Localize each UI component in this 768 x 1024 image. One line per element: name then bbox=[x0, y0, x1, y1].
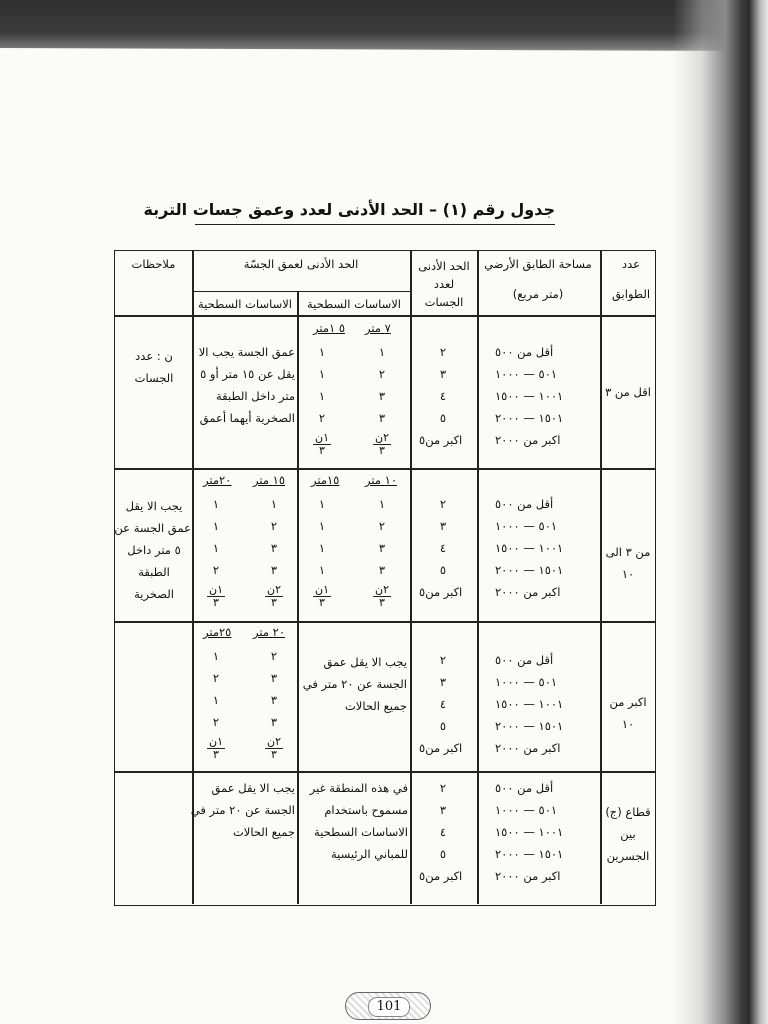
depth-note: عمق الجسة يجب الا يقل عن ١٥ متر أو ٥ متر داخل الطبقة الصخرية أيهما أعمق bbox=[198, 345, 295, 425]
depth-cell: ٢ bbox=[378, 367, 386, 381]
book-spine-shadow bbox=[673, 0, 768, 1024]
depth-cell: ١ bbox=[318, 541, 326, 555]
count-cell: اكبر من٥ bbox=[419, 585, 463, 599]
depth-cell: ١ bbox=[212, 693, 220, 707]
depth-cell: ٣ bbox=[378, 411, 386, 425]
depth-cell: ٣ bbox=[270, 715, 278, 729]
header-shallow-foundations-2: الاساسات السطحية bbox=[198, 297, 292, 311]
area-cell: اكبر من ٢٠٠٠ bbox=[495, 433, 561, 447]
area-cell: اكبر من ٢٠٠٠ bbox=[495, 585, 561, 599]
depth-note: يجب الا يقل عمق الجسة عن ٢٠ متر في جميع الحالات bbox=[302, 655, 407, 713]
depth-cell: ٣ bbox=[378, 563, 386, 577]
col-divider-shallow bbox=[297, 291, 299, 904]
floors-group-4: قطاع (ج) بين الجسرين bbox=[605, 805, 651, 863]
depth-cell: ٢ bbox=[212, 563, 220, 577]
header-area: مساحة الطابق الأرضي (متر مربع) bbox=[484, 257, 592, 301]
count-cell: اكبر من٥ bbox=[419, 869, 463, 883]
area-cell: ٥٠١ — ١٠٠٠ bbox=[495, 803, 558, 817]
area-cell: ١٥٠١ — ٢٠٠٠ bbox=[495, 719, 564, 733]
col-divider-depth bbox=[410, 251, 412, 904]
depth-cell: ١ bbox=[318, 563, 326, 577]
header-bottom-line bbox=[115, 315, 655, 317]
header-min-depth: الحد الأدنى لعمق الجسّة bbox=[243, 257, 359, 271]
count-cell: اكبر من٥ bbox=[419, 433, 463, 447]
depth-cell: ٣ bbox=[378, 541, 386, 555]
count-cell: ٣ bbox=[439, 519, 447, 533]
depth-header: ٧ متر bbox=[365, 321, 391, 335]
depth-cell: ١ bbox=[318, 497, 326, 511]
area-cell: اكبر من ٢٠٠٠ bbox=[495, 869, 561, 883]
count-cell: ٥ bbox=[439, 847, 447, 861]
depth-cell: ١ bbox=[318, 367, 326, 381]
count-cell: ٥ bbox=[439, 719, 447, 733]
depth-header: ٢٥متر bbox=[203, 625, 232, 639]
count-cell: ٢ bbox=[439, 781, 447, 795]
count-cell: ٤ bbox=[439, 389, 447, 403]
depth-header: ١٠ متر bbox=[365, 473, 397, 487]
depth-cell: ٢ bbox=[270, 519, 278, 533]
fraction: ٢ن ٣ bbox=[375, 431, 389, 457]
area-cell: ٥٠١ — ١٠٠٠ bbox=[495, 519, 558, 533]
depth-cell: ١ bbox=[378, 345, 386, 359]
depth-cell: ١ bbox=[378, 497, 386, 511]
count-cell: ٥ bbox=[439, 563, 447, 577]
fraction: ١ن ٣ bbox=[315, 583, 329, 609]
depth-cell: ٢ bbox=[212, 715, 220, 729]
depth-cell: ١ bbox=[318, 345, 326, 359]
depth-header: ٢٠متر bbox=[203, 473, 232, 487]
count-cell: ٥ bbox=[439, 411, 447, 425]
depth-header: ١٥متر bbox=[311, 473, 340, 487]
depth-cell: ١ bbox=[212, 497, 220, 511]
depth-cell: ٢ bbox=[212, 671, 220, 685]
area-cell: ٥٠١ — ١٠٠٠ bbox=[495, 675, 558, 689]
depth-cell: ١ bbox=[212, 649, 220, 663]
depth-cell: ٣ bbox=[270, 563, 278, 577]
fraction: ٢ن ٣ bbox=[375, 583, 389, 609]
count-cell: ٣ bbox=[439, 675, 447, 689]
depth-header: ٥ ١متر bbox=[313, 321, 346, 335]
header-floors: عدد الطوابق bbox=[611, 257, 651, 301]
fraction: ١ن ٣ bbox=[209, 583, 223, 609]
count-cell: ٣ bbox=[439, 367, 447, 381]
depth-cell: ٣ bbox=[270, 671, 278, 685]
count-cell: ٣ bbox=[439, 803, 447, 817]
subheader-line bbox=[192, 291, 410, 292]
area-cell: ١٠٠١ — ١٥٠٠ bbox=[495, 825, 564, 839]
area-cell: ١٥٠١ — ٢٠٠٠ bbox=[495, 411, 564, 425]
fraction: ٢ن ٣ bbox=[267, 583, 281, 609]
depth-cell: ١ bbox=[318, 519, 326, 533]
soil-boring-table bbox=[114, 250, 656, 906]
area-cell: ١٠٠١ — ١٥٠٠ bbox=[495, 541, 564, 555]
count-cell: ٢ bbox=[439, 497, 447, 511]
fraction: ١ن ٣ bbox=[315, 431, 329, 457]
depth-note-shallow-not-allowed: في هذه المنطقة غير مسموح باستخدام الاساسات السطحية للمباني الرئيسية bbox=[309, 781, 408, 861]
depth-header: ١٥ متر bbox=[253, 473, 285, 487]
count-cell: اكبر من٥ bbox=[419, 741, 463, 755]
depth-cell: ١ bbox=[318, 389, 326, 403]
table-title: جدول رقم (١) – الحد الأدنى لعدد وعمق جسات التربة bbox=[195, 198, 555, 225]
depth-cell: ٢ bbox=[318, 411, 326, 425]
area-cell: أقل من ٥٠٠ bbox=[495, 497, 554, 511]
depth-cell: ٣ bbox=[378, 389, 386, 403]
note-rock-depth: يجب الا يقل عمق الجسة عن ٥ متر داخل الطبقة الصخرية bbox=[114, 499, 191, 601]
count-cell: ٤ bbox=[439, 825, 447, 839]
area-cell: أقل من ٥٠٠ bbox=[495, 345, 554, 359]
floors-group-2: من ٣ الى ١٠ bbox=[605, 545, 651, 581]
area-cell: ١٥٠١ — ٢٠٠٠ bbox=[495, 847, 564, 861]
header-min-count: الحد الأدنى لعدد الجسات bbox=[418, 259, 470, 309]
area-cell: اكبر من ٢٠٠٠ bbox=[495, 741, 561, 755]
header-shallow-foundations-1: الاساسات السطحية bbox=[307, 297, 401, 311]
group-divider-3 bbox=[115, 771, 655, 773]
area-cell: ١٥٠١ — ٢٠٠٠ bbox=[495, 563, 564, 577]
depth-cell: ٣ bbox=[270, 541, 278, 555]
floors-group-1: اقل من ٣ bbox=[605, 385, 651, 399]
count-cell: ٤ bbox=[439, 697, 447, 711]
area-cell: أقل من ٥٠٠ bbox=[495, 781, 554, 795]
col-divider-count bbox=[477, 251, 479, 904]
header-notes: ملاحظات bbox=[131, 257, 176, 271]
fraction: ١ن ٣ bbox=[209, 735, 223, 761]
depth-cell: ١ bbox=[270, 497, 278, 511]
group-divider-2 bbox=[115, 621, 655, 623]
depth-note: يجب الا يقل عمق الجسة عن ٢٠ متر في جميع الحالات bbox=[190, 781, 295, 839]
area-cell: ٥٠١ — ١٠٠٠ bbox=[495, 367, 558, 381]
depth-cell: ٣ bbox=[270, 693, 278, 707]
fraction: ٢ن ٣ bbox=[267, 735, 281, 761]
area-cell: أقل من ٥٠٠ bbox=[495, 653, 554, 667]
area-cell: ١٠٠١ — ١٥٠٠ bbox=[495, 697, 564, 711]
note-n-borings: ن : عدد الجسات bbox=[134, 349, 174, 385]
depth-cell: ٢ bbox=[270, 649, 278, 663]
area-cell: ١٠٠١ — ١٥٠٠ bbox=[495, 389, 564, 403]
count-cell: ٤ bbox=[439, 541, 447, 555]
count-cell: ٢ bbox=[439, 345, 447, 359]
floors-group-3: اكبر من ١٠ bbox=[609, 695, 647, 731]
depth-cell: ١ bbox=[212, 519, 220, 533]
page-number: 101 bbox=[368, 997, 410, 1017]
group-divider-1 bbox=[115, 468, 655, 470]
depth-header: ٢٠ متر bbox=[253, 625, 285, 639]
count-cell: ٢ bbox=[439, 653, 447, 667]
depth-cell: ١ bbox=[212, 541, 220, 555]
depth-cell: ٢ bbox=[378, 519, 386, 533]
